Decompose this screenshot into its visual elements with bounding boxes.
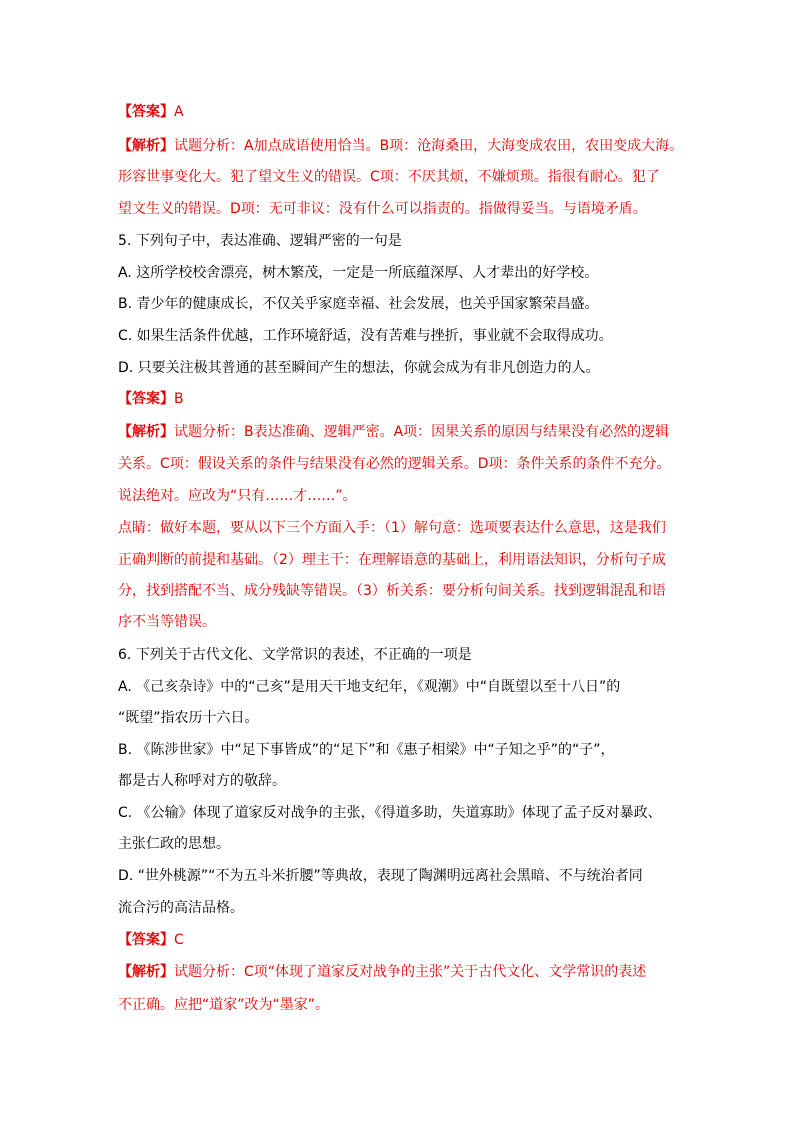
analysis-tag: 【解析】 <box>118 964 174 980</box>
answer-tag: 【答案】 <box>118 932 174 948</box>
q5-analysis-line-1 <box>118 422 698 442</box>
answer-value: B <box>174 391 184 407</box>
q6-option-d-line-2: 流合污的高洁品格。 <box>118 900 244 916</box>
q5-tip-line-2: 正确判断的前提和基础。（2）理主干：在理解语意的基础上，利用语法知识，分析句子成 <box>118 552 666 568</box>
analysis-tag: 【解析】 <box>118 138 174 154</box>
q6-analysis-line-2: 不正确。应把“道家”改为“墨家”。 <box>118 997 330 1013</box>
q5-tip-line-1: 点睛：做好本题，要从以下三个方面入手：（1）解句意：选项要表达什么意思，这是我们 <box>118 520 666 536</box>
q5-analysis-line-2: 关系。C项：假设关系的条件与结果没有必然的逻辑关系。D项：条件关系的条件不充分。 <box>118 456 671 472</box>
q6-stem: 6. 下列关于古代文化、文学常识的表述，不正确的一项是 <box>118 647 472 663</box>
q4-analysis-line-1 <box>118 136 698 156</box>
q5-answer <box>118 389 698 409</box>
q5-option-c: C. 如果生活条件优越，工作环境舒适，没有苦难与挫折，事业就不会取得成功。 <box>118 328 613 344</box>
q4-answer <box>118 102 698 122</box>
analysis-text: 试题分析：C项“体现了道家反对战争的主张”关于古代文化、文学常识的表述 <box>174 964 647 980</box>
answer-tag: 【答案】 <box>118 104 174 120</box>
answer-value: C <box>174 932 184 948</box>
q5-option-a: A. 这所学校校舍漂亮，树木繁茂，一定是一所底蕴深厚、人才辈出的好学校。 <box>118 265 599 281</box>
q4-analysis-line-2: 形容世事变化大。犯了望文生义的错误。C项：不厌其烦，不嫌烦琐。指很有耐心。犯了 <box>118 169 660 185</box>
q6-option-a-line-1: A. 《己亥杂诗》中的“己亥”是用天干地支纪年，《观潮》中“自既望以至十八日”的 <box>118 679 621 695</box>
q6-option-c-line-2: 主张仁政的思想。 <box>118 836 230 852</box>
analysis-text: 试题分析：B表达准确、逻辑严密。A项：因果关系的原因与结果没有必然的逻辑 <box>174 424 670 440</box>
q6-option-b-line-1: B. 《陈涉世家》中“足下事皆成”的“足下”和《惠子相梁》中“子知之乎”的“子”， <box>118 742 615 758</box>
q5-option-b: B. 青少年的健康成长，不仅关乎家庭幸福、社会发展，也关乎国家繁荣昌盛。 <box>118 296 599 312</box>
answer-value: A <box>174 104 184 120</box>
q6-answer <box>118 930 698 950</box>
analysis-text: 试题分析：A加点成语使用恰当。B项：沧海桑田，大海变成农田，农田变成大海。 <box>174 138 684 154</box>
q5-option-d: D. 只要关注极其普通的甚至瞬间产生的想法，你就会成为有非凡创造力的人。 <box>118 360 600 376</box>
q6-analysis-line-1 <box>118 962 698 982</box>
q6-option-a-line-2: “既望”指农历十六日。 <box>118 710 259 726</box>
answer-tag: 【答案】 <box>118 391 174 407</box>
q6-option-d-line-1: D. “世外桃源”“不为五斗米折腰”等典故，表现了陶渊明远离社会黑暗、不与统治者同 <box>118 868 643 884</box>
q5-analysis-line-3: 说法绝对。应改为“只有……才……”。 <box>118 488 357 504</box>
q6-option-c-line-1: C. 《公输》体现了道家反对战争的主张，《得道多助，失道寡助》体现了孟子反对暴政、 <box>118 805 662 821</box>
q4-analysis-line-3: 望文生义的错误。D项：无可非议：没有什么可以指责的。指做得妥当。与语境矛盾。 <box>118 201 647 217</box>
q6-option-b-line-2: 都是古人称呼对方的敬辞。 <box>118 773 286 789</box>
analysis-tag: 【解析】 <box>118 424 174 440</box>
q5-tip-line-3: 分，找到搭配不当、成分残缺等错误。（3）析关系：要分析句间关系。找到逻辑混乱和语 <box>118 583 666 599</box>
q5-tip-line-4: 序不当等错误。 <box>118 614 216 630</box>
q5-stem: 5. 下列句子中，表达准确、逻辑严密的一句是 <box>118 233 402 249</box>
